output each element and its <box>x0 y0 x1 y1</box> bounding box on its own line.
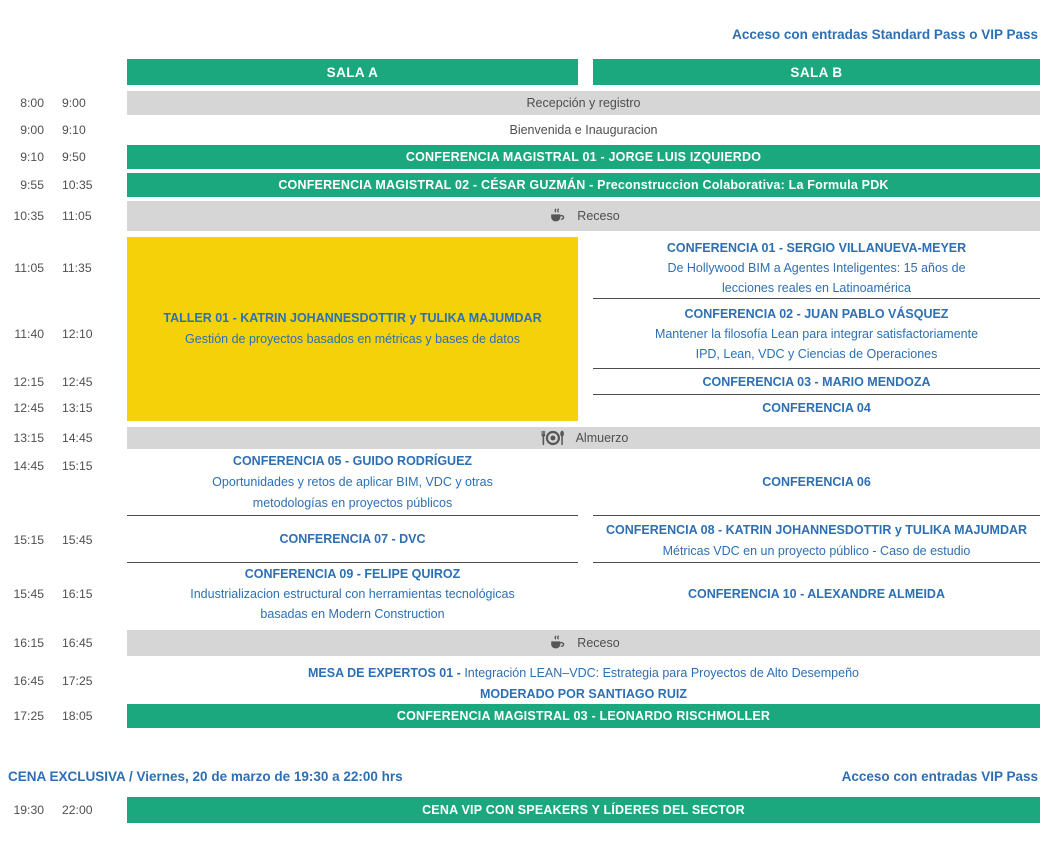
time-end: 17:25 <box>62 674 93 688</box>
time-end: 10:35 <box>62 178 93 192</box>
time-start: 9:10 <box>20 150 44 164</box>
coffee-icon <box>547 206 567 226</box>
time-slot <box>0 201 127 231</box>
receso-label: Receso <box>577 209 620 223</box>
time-end: 12:45 <box>62 375 93 389</box>
row-conf-05-06 <box>0 449 1040 516</box>
cena-vip-band: CENA VIP CON SPEAKERS Y LÍDERES DEL SECTOR <box>127 797 1040 823</box>
time-slot <box>0 395 127 421</box>
cena-header-row <box>0 768 1040 786</box>
time-slot <box>0 449 127 516</box>
time-end: 9:00 <box>62 96 86 110</box>
time-start: 11:40 <box>14 327 44 341</box>
time-end: 22:00 <box>62 803 93 817</box>
sala-b-header: SALA B <box>593 59 1040 85</box>
access-note-vip: Acceso con entradas VIP Pass <box>841 769 1038 784</box>
mesa-expertos-moderador: MODERADO POR SANTIAGO RUIZ <box>480 687 687 701</box>
time-slot <box>0 237 127 299</box>
restaurant-icon <box>539 428 566 448</box>
time-start: 17:25 <box>13 709 44 723</box>
conferencia-09-title: CONFERENCIA 09 - FELIPE QUIROZ <box>244 567 461 581</box>
conferencia-02-desc: Mantener la filosofía Lean para integrar satisfactoriamente <box>654 326 979 341</box>
row-magistral-03 <box>0 704 1040 728</box>
time-start: 13:15 <box>13 431 44 445</box>
row-receso-1 <box>0 201 1040 231</box>
mesa-expertos-title <box>127 662 1040 684</box>
conferencia-04-title: CONFERENCIA 04 <box>762 401 871 415</box>
cena-title: CENA EXCLUSIVA / Viernes, 20 de marzo de 19:30 a 22:00 hrs <box>8 769 403 784</box>
row-almuerzo <box>0 427 1040 449</box>
conferencia-04-block <box>593 395 1040 421</box>
time-slot <box>0 145 127 169</box>
time-end: 14:45 <box>62 431 93 445</box>
conferencia-03-block <box>593 369 1040 395</box>
conferencia-05-title: CONFERENCIA 05 - GUIDO RODRÍGUEZ <box>232 454 473 468</box>
conferencia-01-desc: lecciones reales en Latinoamérica <box>722 281 911 295</box>
conferencia-09-block <box>127 563 578 625</box>
receso-band <box>127 201 1040 231</box>
conferencia-08-block <box>593 516 1040 563</box>
coffee-icon <box>547 633 567 653</box>
conferencia-03-title: CONFERENCIA 03 - MARIO MENDOZA <box>702 374 931 389</box>
time-slot <box>0 299 127 369</box>
conferencia-02-desc: IPD, Lean, VDC y Ciencias de Operaciones <box>695 346 938 361</box>
time-slot <box>0 704 127 728</box>
row-conf-07-08 <box>0 516 1040 563</box>
row-bienvenida <box>0 119 1040 141</box>
mesa-expertos-block <box>127 659 1040 703</box>
time-slot <box>0 91 127 115</box>
conferencia-07-title: CONFERENCIA 07 - DVC <box>279 532 426 546</box>
time-start: 11:05 <box>14 261 44 275</box>
conferencia-05-desc: metodologías en proyectos públicos <box>252 496 453 510</box>
mesa-expertos-title-bold: MESA DE EXPERTOS 01 - <box>308 666 461 680</box>
column-gap <box>578 237 593 421</box>
time-slot <box>0 630 127 656</box>
time-start: 9:55 <box>20 178 44 192</box>
time-slot <box>0 369 127 395</box>
sala-b-stack <box>593 237 1040 421</box>
column-gap <box>578 516 593 563</box>
access-note-standard-vip: Acceso con entradas Standard Pass o VIP Pass <box>732 27 1038 42</box>
magistral-02-band: CONFERENCIA MAGISTRAL 02 - CÉSAR GUZMÁN - Preconstruccion Colaborativa: La Formula PDK <box>127 173 1040 197</box>
time-start: 16:15 <box>13 636 44 650</box>
taller-01-title: TALLER 01 - KATRIN JOHANNESDOTTIR y TULIKA MAJUMDAR <box>163 311 542 325</box>
time-end: 15:45 <box>62 532 93 547</box>
conferencia-01-desc: De Hollywood BIM a Agentes Inteligentes: 15 años de <box>667 261 966 275</box>
receso-band <box>127 630 1040 656</box>
row-cena-vip <box>0 797 1040 823</box>
conferencia-01-title: CONFERENCIA 01 - SERGIO VILLANUEVA-MEYER <box>666 241 967 255</box>
time-end: 9:50 <box>62 150 86 164</box>
time-start: 15:15 <box>13 532 44 547</box>
mesa-expertos-title-rest: Integración LEAN–VDC: Estrategia para Proyectos de Alto Desempeño <box>460 666 859 680</box>
recepcion-band: Recepción y registro <box>127 91 1040 115</box>
row-magistral-01 <box>0 145 1040 169</box>
magistral-01-band: CONFERENCIA MAGISTRAL 01 - JORGE LUIS IZQUIERDO <box>127 145 1040 169</box>
time-start: 10:35 <box>13 209 44 223</box>
bienvenida-band: Bienvenida e Inauguracion <box>127 119 1040 141</box>
time-slot <box>0 427 127 449</box>
time-slot <box>0 797 127 823</box>
almuerzo-label: Almuerzo <box>575 431 629 445</box>
conferencia-08-title: CONFERENCIA 08 - KATRIN JOHANNESDOTTIR y TULIKA MAJUMDAR <box>605 523 1028 537</box>
time-end: 13:15 <box>62 401 93 415</box>
time-start: 9:00 <box>20 123 44 137</box>
time-start: 15:45 <box>13 587 44 601</box>
time-end: 11:05 <box>62 209 92 223</box>
time-end: 11:35 <box>62 261 92 275</box>
time-end: 9:10 <box>62 123 86 137</box>
time-slot <box>0 516 127 563</box>
row-conf-09-10 <box>0 563 1040 625</box>
receso-label: Receso <box>577 636 620 650</box>
magistral-03-band: CONFERENCIA MAGISTRAL 03 - LEONARDO RISCHMOLLER <box>127 704 1040 728</box>
time-slot <box>0 173 127 197</box>
section-taller-conferencias <box>0 237 1040 421</box>
conferencia-02-block <box>593 299 1040 369</box>
time-end: 16:45 <box>62 636 93 650</box>
row-recepcion <box>0 91 1040 115</box>
conferencia-05-desc: Oportunidades y retos de aplicar BIM, VDC y otras <box>212 475 493 489</box>
time-start: 16:45 <box>13 674 44 688</box>
conferencia-10-title: CONFERENCIA 10 - ALEXANDRE ALMEIDA <box>688 587 945 601</box>
time-end: 16:15 <box>62 587 93 601</box>
time-start: 19:30 <box>13 803 44 817</box>
time-start: 12:15 <box>13 375 44 389</box>
taller-01-block <box>127 237 578 421</box>
conferencia-09-desc: Industrializacion estructural con herramientas tecnológicas <box>190 587 515 601</box>
time-end: 15:15 <box>62 459 93 473</box>
conferencia-02-title: CONFERENCIA 02 - JUAN PABLO VÁSQUEZ <box>684 306 949 321</box>
conferencia-08-desc: Métricas VDC en un proyecto público - Caso de estudio <box>662 544 971 558</box>
column-gap <box>578 59 593 85</box>
time-start: 14:45 <box>13 459 44 473</box>
conferencia-01-block <box>593 237 1040 299</box>
sala-a-header: SALA A <box>127 59 578 85</box>
time-slot <box>0 119 127 141</box>
conferencia-07-block <box>127 516 578 563</box>
conferencia-05-block <box>127 449 578 516</box>
conferencia-06-title: CONFERENCIA 06 <box>762 475 871 489</box>
row-receso-2 <box>0 630 1040 656</box>
row-mesa-expertos <box>0 659 1040 703</box>
almuerzo-band <box>127 427 1040 449</box>
time-gutter <box>0 237 127 421</box>
time-end: 12:10 <box>62 327 93 341</box>
time-end: 18:05 <box>62 709 93 723</box>
conferencia-09-desc: basadas en Modern Construction <box>260 607 445 621</box>
conferencia-06-block <box>593 449 1040 516</box>
time-slot <box>0 563 127 625</box>
time-start: 12:45 <box>13 401 44 415</box>
column-gap <box>578 563 593 625</box>
row-magistral-02 <box>0 173 1040 197</box>
time-gutter <box>0 59 127 85</box>
column-gap <box>578 449 593 516</box>
taller-01-subtitle: Gestión de proyectos basados en métricas y bases de datos <box>185 332 520 346</box>
time-start: 8:00 <box>20 96 44 110</box>
room-header-row <box>0 59 1040 85</box>
conferencia-10-block <box>593 563 1040 625</box>
time-slot <box>0 659 127 703</box>
